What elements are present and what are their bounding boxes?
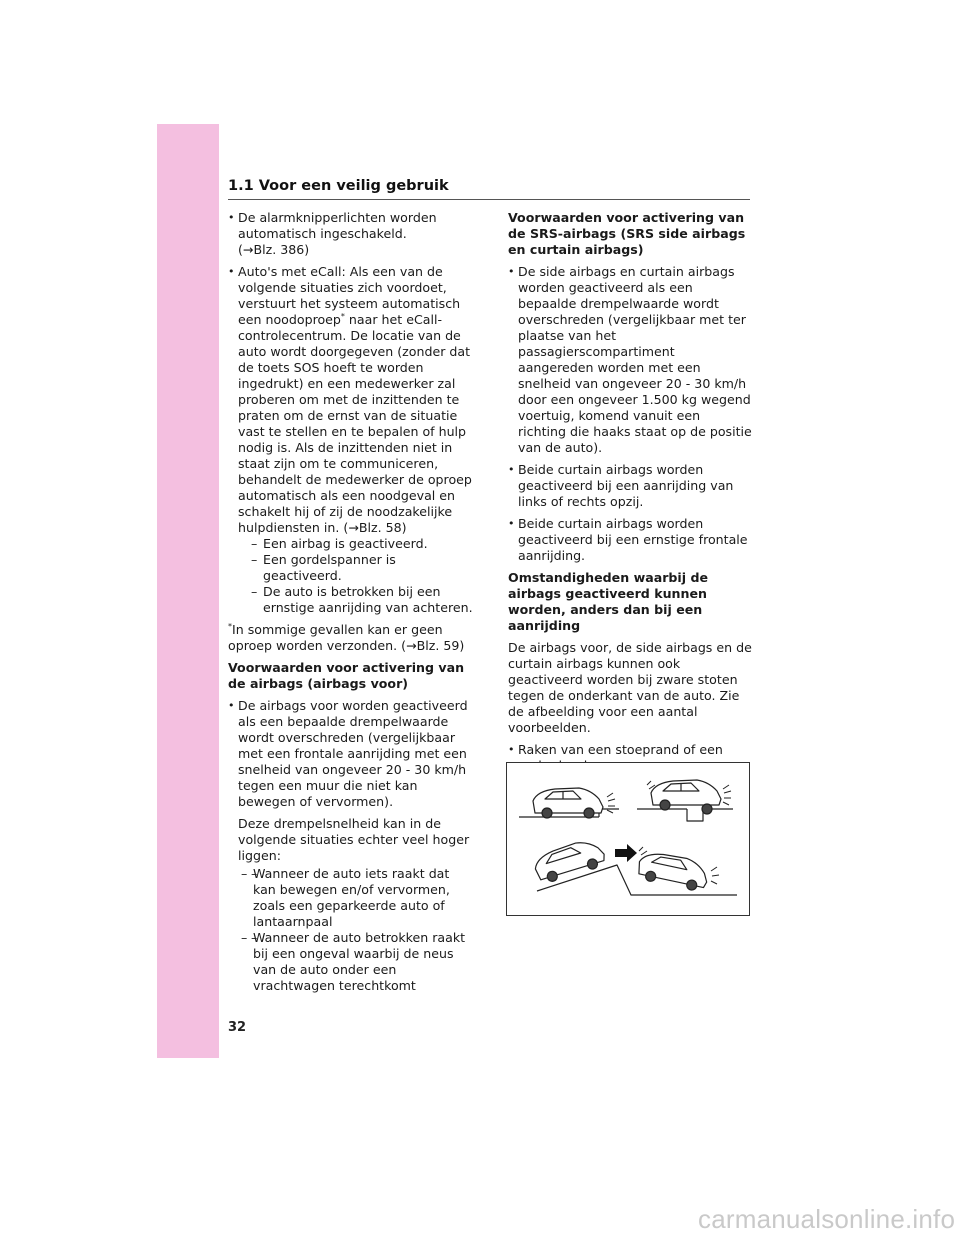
right-column <box>508 210 752 824</box>
dash-item: – – Wanneer de auto betrokken raakt bij een ongeval waarbij de neus van de auto onder een vrachtwagen terechtkomt <box>238 930 474 994</box>
section-title: 1.1 Voor een veilig gebruik <box>228 178 449 194</box>
bullet-item: • Beide curtain airbags worden geactiveerd bij een ernstige frontale aanrijding. <box>508 516 752 564</box>
bullet-item: • Beide curtain airbags worden geactiveerd bij een aanrijding van links of rechts opzij. <box>508 462 752 510</box>
dash-item: – – Wanneer de auto iets raakt dat kan bewegen en/of vervormen, zoals een geparkeerde auto of lantaarnpaal <box>238 866 474 930</box>
threshold-paragraph <box>228 816 474 994</box>
arrow-right-icon: → <box>406 638 417 653</box>
footnote-marker: * <box>228 621 232 631</box>
dash-item: – Een airbag is geactiveerd. <box>238 536 474 552</box>
bullet-front-airbags <box>228 698 474 810</box>
page-ref-link[interactable]: Blz. 59 <box>416 638 460 653</box>
bullet-text: automatisch ingeschakeld. <box>238 226 407 241</box>
bullet-hazard-lights <box>228 210 474 258</box>
bullet-item: • De side airbags en curtain airbags worden geactiveerd als een bepaalde drempelwaarde wordt overschreden (vergelijkbaar met ter plaatse van het passagierscompartiment aangereden worden met een snelheid van ongeveer 20 - 30 km/h door een ongeveer 1.500 kg wegend voertuig, komend vanuit een richting die haaks staat op de positie van de auto). <box>508 264 752 456</box>
cross-reference: (→Blz. 386) <box>238 242 310 257</box>
arrow-right-icon: → <box>348 520 359 535</box>
heading-front-airbags: Voorwaarden voor activering van de airbags (airbags voor) <box>228 660 465 691</box>
footnote: *In sommige gevallen kan er geen oproep worden verzonden. (→Blz. 59) <box>228 621 465 653</box>
car-in-pothole-icon <box>637 780 733 821</box>
bullet-text: • De alarmknipperlichten worden <box>238 210 437 225</box>
chapter-tab-bar <box>157 124 219 1058</box>
watermark: carmanualsonline.info <box>698 1204 956 1234</box>
footnote-marker: * <box>340 311 345 321</box>
illustration-undercarriage-impacts <box>506 762 750 916</box>
paragraph-text: Deze drempelsnelheid kan in de volgende situaties echter veel hoger liggen: <box>238 816 470 863</box>
car-hitting-curb-icon <box>519 788 619 818</box>
dash-item: – Een gordelspanner is geactiveerd. <box>238 552 474 584</box>
bullet-text: • De airbags voor worden geactiveerd als een bepaalde drempelwaarde wordt overschreden (vergelijkbaar met een frontale aanrijding met een snelheid van ongeveer 20 - 30 km/h tegen een muur die niet kan bewegen of vervormen). <box>238 698 468 809</box>
bullet-text: • Auto's met eCall: Als een van de volgende situaties zich voordoet, verstuurt het systeem automatisch een noodoproep* naar het eCall-controlecentrum. De locatie van de auto wordt doorgegeven (zonder dat de toets SOS hoeft te worden ingedrukt) en een medewerker zal proberen om met de inzittenden te praten om de ernst van de situatie vast te stellen en te bepalen of hulp nodig is. Als de inzittenden niet in staat zijn om te communiceren, behandelt de medewerker de oproep automatisch als een noodgeval en schakelt hij of zij de noodzakelijke hulpdiensten in. (→Blz. 58) <box>238 264 472 535</box>
motion-arrow-icon <box>615 844 637 862</box>
heading-other-conditions: Omstandigheden waarbij de airbags geactiveerd kunnen worden, anders dan bij een aanrijding <box>508 570 708 633</box>
section-divider <box>228 199 750 200</box>
dash-item: – De auto is betrokken bij een ernstige aanrijding van achteren. <box>238 584 474 616</box>
page-number: 32 <box>228 1020 247 1035</box>
arrow-right-icon: → <box>242 242 254 257</box>
left-column <box>228 210 474 1000</box>
car-hard-landing-icon <box>532 836 737 895</box>
page-ref-link[interactable]: Blz. 386 <box>253 242 305 257</box>
bullet-ecall <box>228 264 474 616</box>
bullet-item: • Raken van een stoeprand of een <box>508 742 752 774</box>
paragraph-text: De airbags voor, de side airbags en de curtain airbags kunnen ook geactiveerd worden bij zware stoten tegen de onderkant van de auto. Zie de afbeelding voor een aantal voorbeelden. <box>508 640 752 735</box>
heading-srs-airbags: Voorwaarden voor activering van de SRS-airbags (SRS side airbags en curtain airbags) <box>508 210 746 257</box>
page-ref-link[interactable]: Blz. 58 <box>358 520 402 535</box>
